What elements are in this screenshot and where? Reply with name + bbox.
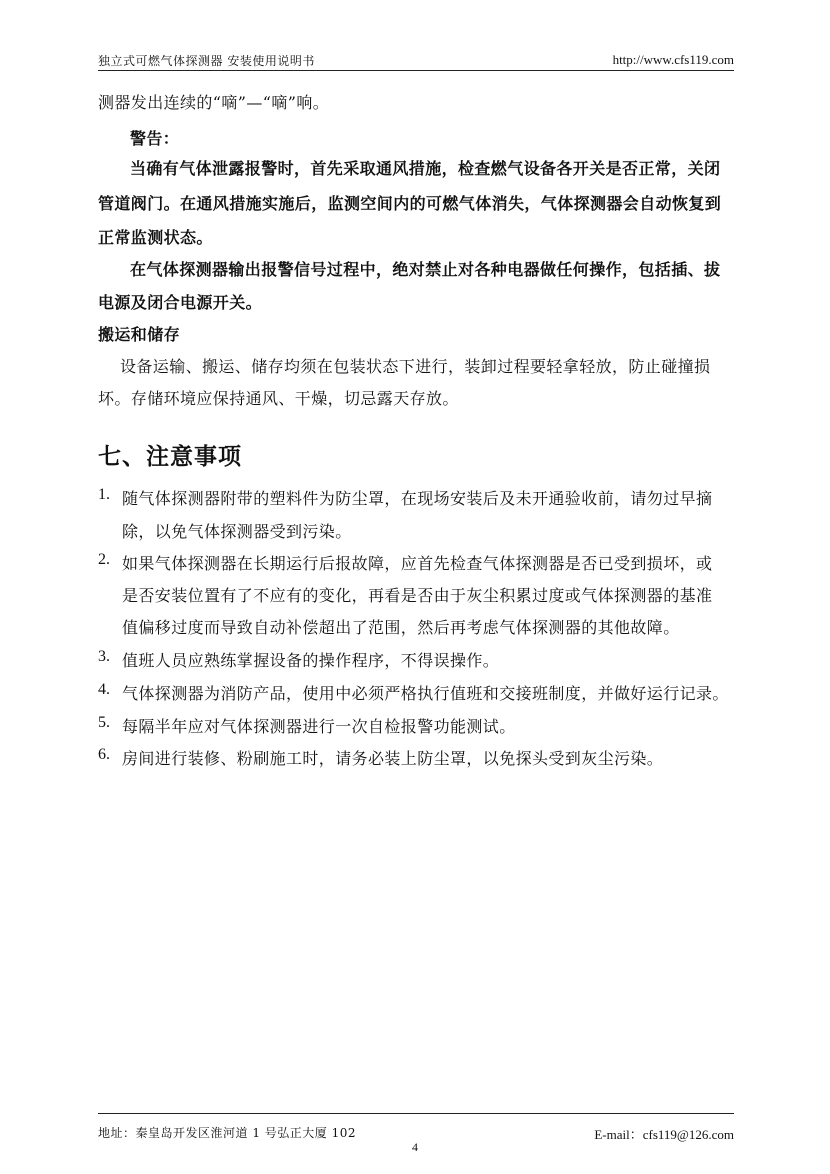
warning-label: 警告： (130, 129, 180, 148)
section-title: 七、注意事项 (98, 444, 242, 470)
transport-text: 设备运输、搬运、储存均须在包装状态下进行，装卸过程要轻拿轻放，防止碰撞损 (120, 357, 711, 376)
list-text: 是否安装位置有了不应有的变化，再看是否由于灰尘积累过度或气体探测器的基准 (122, 586, 713, 605)
warning-text: 在气体探测器输出报警信号过程中，绝对禁止对各种电器做任何操作，包括插、拔 (130, 260, 721, 279)
footer-email[interactable]: E-mail：cfs119@126.com (594, 1127, 734, 1142)
document-title: 独立式可燃气体探测器 安装使用说明书 (98, 54, 315, 68)
transport-text: 坏。存储环境应保持通风、干燥，切忌露天存放。 (98, 389, 459, 408)
list-text: 除，以免气体探测器受到污染。 (122, 522, 352, 541)
footer-address: 地址：秦皇岛开发区淮河道 1 号弘正大厦 102 (98, 1126, 356, 1140)
list-text: 值班人员应熟练掌握设备的操作程序，不得误操作。 (122, 651, 500, 670)
list-number: 4. (98, 681, 110, 698)
list-number: 1. (98, 486, 110, 503)
list-number: 3. (98, 648, 110, 665)
list-text: 气体探测器为消防产品，使用中必须严格执行值班和交接班制度，并做好运行记录。 (122, 684, 729, 703)
list-number: 5. (98, 714, 110, 731)
list-number: 2. (98, 551, 110, 568)
page-footer (98, 1113, 734, 1142)
list-text: 随气体探测器附带的塑料件为防尘罩，在现场安装后及未开通验收前，请勿过早摘 (122, 489, 713, 508)
list-text: 每隔半年应对气体探测器进行一次自检报警功能测试。 (122, 717, 516, 736)
page-number: 4 (412, 1140, 418, 1154)
list-text: 值偏移过度而导致自动补偿超出了范围，然后再考虑气体探测器的其他故障。 (122, 618, 680, 637)
page-header (98, 52, 734, 71)
list-text: 房间进行装修、粉刷施工时，请务必装上防尘罩，以免探头受到灰尘污染。 (122, 749, 664, 768)
header-url[interactable]: http://www.cfs119.com (612, 52, 734, 67)
warning-text: 管道阀门。在通风措施实施后，监测空间内的可燃气体消失，气体探测器会自动恢复到 (98, 194, 722, 213)
warning-text: 当确有气体泄露报警时，首先采取通风措施，检查燃气设备各开关是否正常，关闭 (130, 159, 721, 178)
transport-heading: 搬运和储存 (98, 325, 181, 344)
list-number: 6. (98, 746, 110, 763)
body-line: 测器发出连续的“嘀”—“嘀”响。 (98, 93, 330, 112)
warning-text: 电源及闭合电源开关。 (98, 293, 263, 312)
list-text: 如果气体探测器在长期运行后报故障，应首先检查气体探测器是否已受到损坏，或 (122, 554, 713, 573)
warning-text: 正常监测状态。 (98, 228, 213, 247)
